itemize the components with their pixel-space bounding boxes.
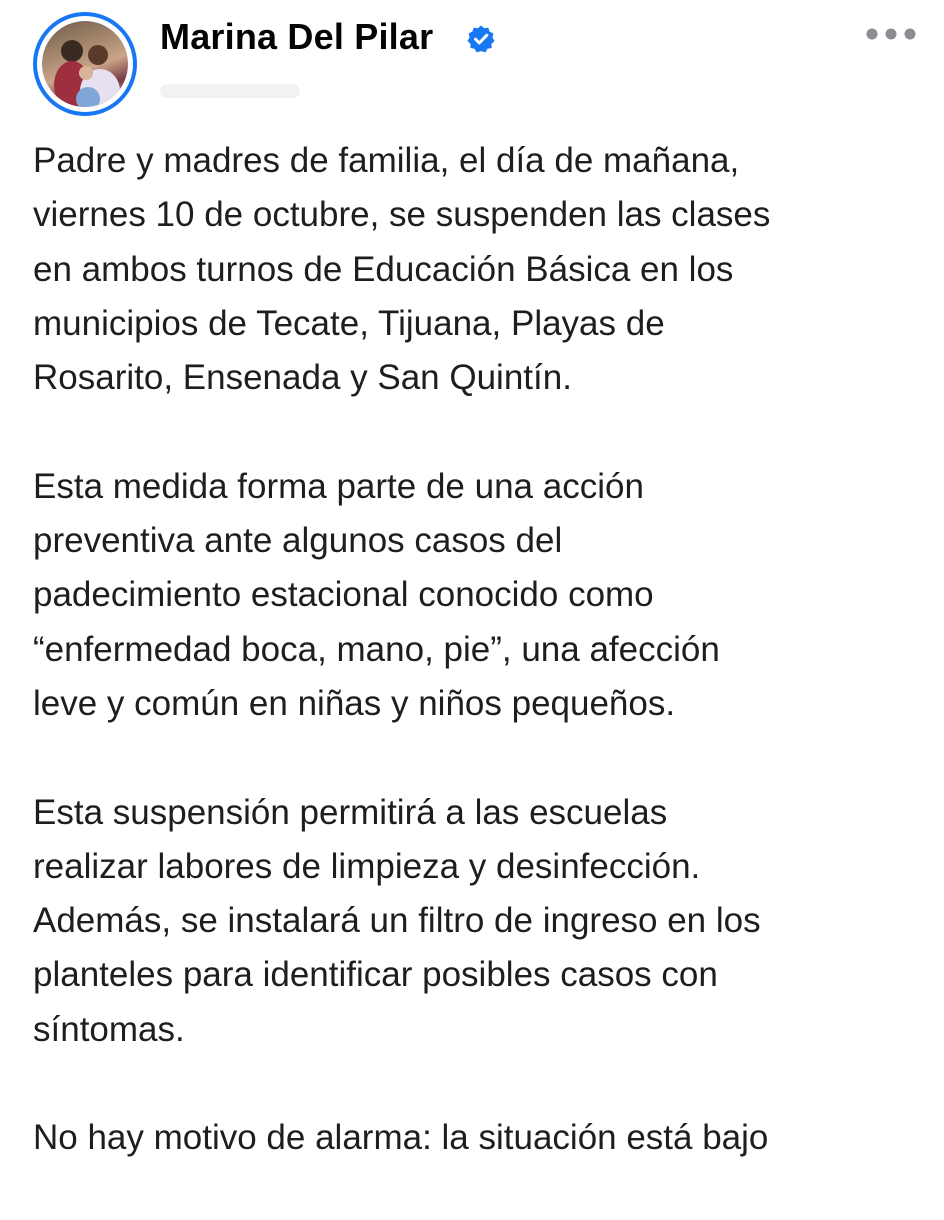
verified-badge-icon — [466, 24, 496, 54]
post-paragraph: Esta medida forma parte de una acción preventiva ante algunos casos del padecimiento estacional conocido como “enfermedad boca, mano, pie”, una afección leve y común en niñas y niños pequeños. — [33, 466, 720, 723]
author-avatar[interactable] — [33, 12, 137, 116]
avatar-photo — [42, 21, 128, 107]
post-header — [0, 0, 944, 130]
more-options-icon[interactable] — [862, 20, 920, 48]
post-body — [33, 134, 923, 1220]
post-paragraph: Esta suspensión permitirá a las escuelas realizar labores de limpieza y desinfección. Además, se instalará un filtro de ingreso en los planteles para identificar posibles casos con síntomas. — [33, 792, 761, 1049]
post-paragraph: No hay motivo de alarma: la situación está bajo — [33, 1118, 769, 1158]
post-paragraph: Padre y madres de familia, el día de mañana, viernes 10 de octubre, se suspenden las clases en ambos turnos de Educación Básica en los municipios de Tecate, Tijuana, Playas de Rosarito, Ensenada y San Quintín. — [33, 141, 771, 398]
post-meta-placeholder — [160, 84, 300, 98]
author-name[interactable]: Marina Del Pilar — [160, 16, 434, 57]
